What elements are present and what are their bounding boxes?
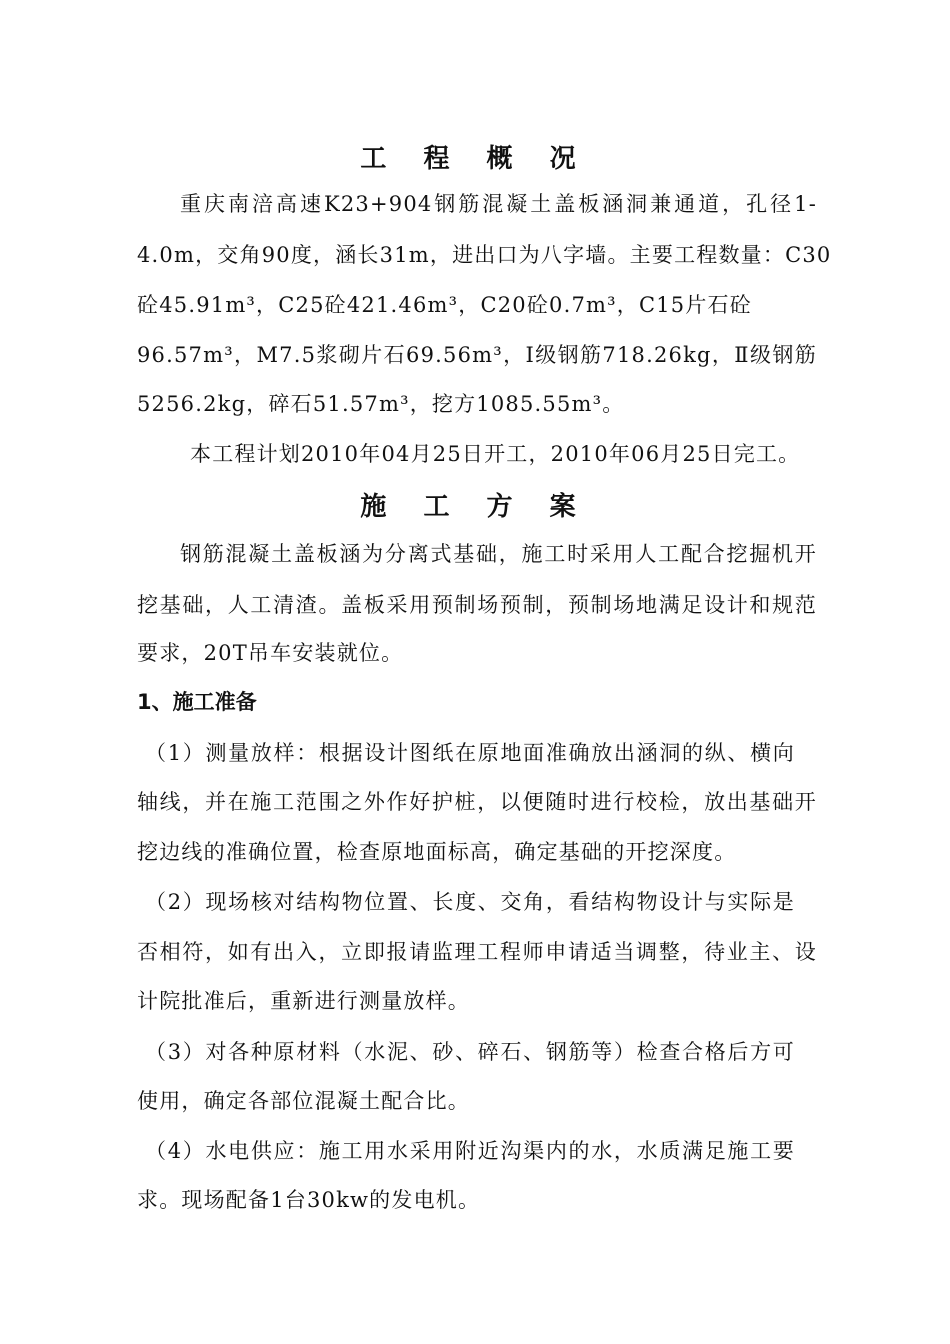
item-2-line-3: 计院批准后，重新进行测量放样。 xyxy=(137,989,470,1013)
overview-line-3: 砼45.91m³，C25砼421.46m³，C20砼0.7m³，C15片石砼 xyxy=(137,293,752,317)
item-1-line-1: （1）测量放样：根据设计图纸在原地面准确放出涵洞的纵、横向 xyxy=(145,741,795,765)
section-1-heading: 1、施工准备 xyxy=(137,690,257,714)
overview-line-1: 重庆南涪高速K23+904钢筋混凝土盖板涵洞兼通道，孔径1- xyxy=(180,192,817,216)
item-2-line-2: 否相符，如有出入，立即报请监理工程师申请适当调整，待业主、设 xyxy=(137,940,817,964)
item-1-line-3: 挖边线的准确位置，检查原地面标高，确定基础的开挖深度。 xyxy=(137,840,737,864)
plan-intro-line-1: 钢筋混凝土盖板涵为分离式基础，施工时采用人工配合挖掘机开 xyxy=(180,542,817,566)
item-4-line-1: （4）水电供应：施工用水采用附近沟渠内的水，水质满足施工要 xyxy=(145,1139,795,1163)
plan-intro-line-3: 要求，20T吊车安装就位。 xyxy=(137,641,404,665)
schedule-line: 本工程计划2010年04月25日开工，2010年06月25日完工。 xyxy=(190,442,801,466)
plan-intro-line-2: 挖基础，人工清渣。盖板采用预制场预制，预制场地满足设计和规范 xyxy=(137,593,817,617)
item-3-line-1: （3）对各种原材料（水泥、砂、碎石、钢筋等）检查合格后方可 xyxy=(145,1040,795,1064)
item-1-line-2: 轴线，并在施工范围之外作好护桩，以便随时进行校检，放出基础开 xyxy=(137,790,817,814)
item-4-line-2: 求。现场配备1台30kw的发电机。 xyxy=(137,1188,481,1212)
overview-line-2: 4.0m，交角90度，涵长31m，进出口为八字墙。主要工程数量：C30 xyxy=(137,243,832,267)
plan-title: 施 工 方 案 xyxy=(360,492,590,522)
overview-line-4: 96.57m³，M7.5浆砌片石69.56m³，Ⅰ级钢筋718.26kg，Ⅱ级钢筋 xyxy=(137,343,817,367)
overview-title: 工 程 概 况 xyxy=(360,144,590,174)
overview-line-5: 5256.2kg，碎石51.57m³，挖方1085.55m³。 xyxy=(137,392,625,416)
item-3-line-2: 使用，确定各部位混凝土配合比。 xyxy=(137,1089,470,1113)
item-2-line-1: （2）现场核对结构物位置、长度、交角，看结构物设计与实际是 xyxy=(145,890,795,914)
